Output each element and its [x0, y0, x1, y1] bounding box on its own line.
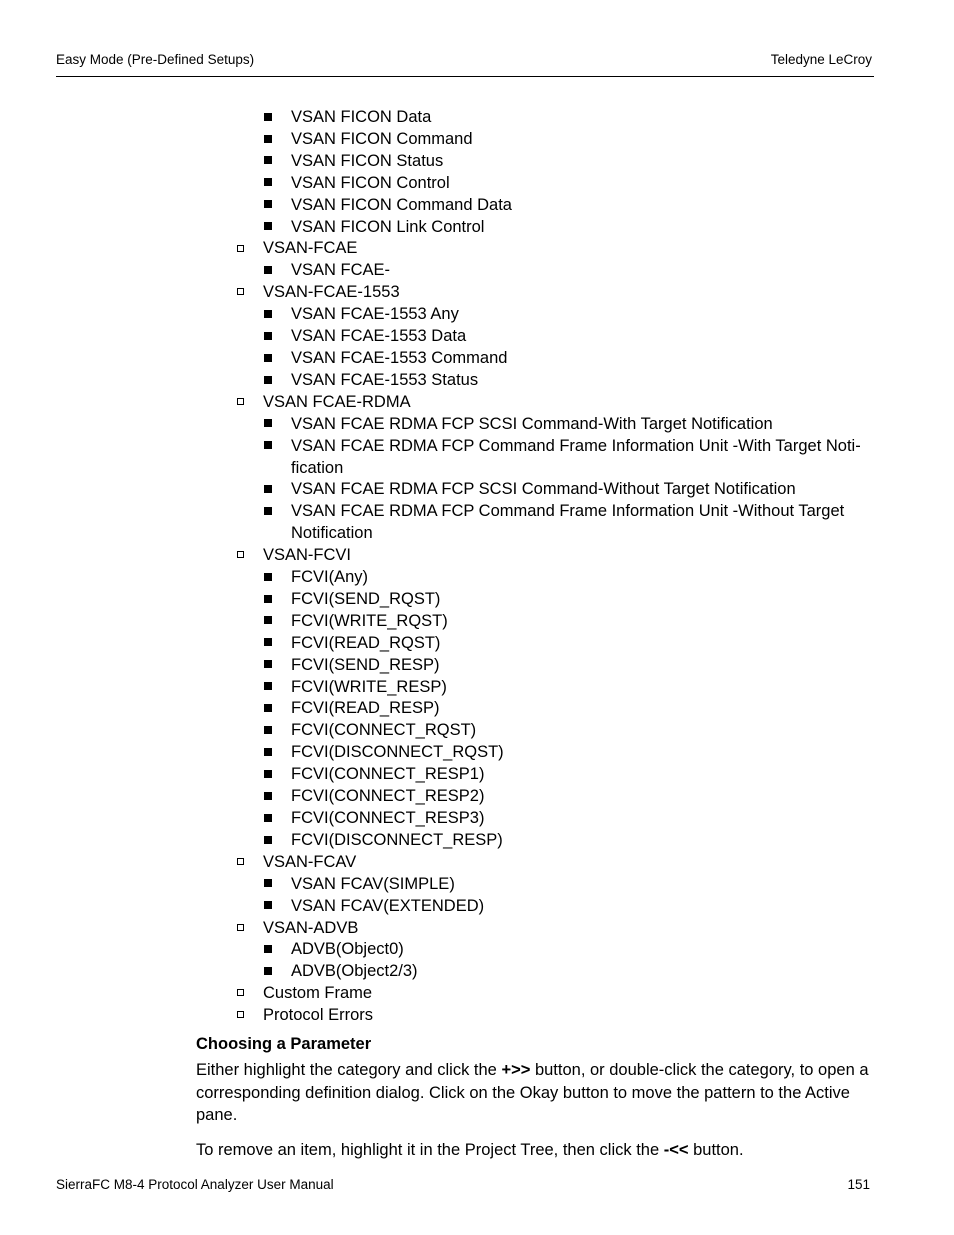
list-item-text: VSAN FCAE-: [291, 261, 391, 280]
filled-square-bullet-icon: [264, 677, 272, 699]
list-item-text: ADVB(Object0): [291, 940, 404, 959]
list-item-text: VSAN FICON Data: [291, 108, 432, 126]
filled-square-bullet-icon: [264, 764, 272, 786]
subcategory-item: [0, 786, 954, 808]
list-item-text: FCVI(CONNECT_RQST): [291, 721, 477, 740]
filled-square-bullet-icon: [264, 742, 272, 764]
filled-square-bullet-icon: [264, 260, 272, 282]
filled-square-bullet-icon: [264, 173, 272, 195]
hollow-square-bullet-icon: [237, 1005, 244, 1027]
subcategory-item: [0, 501, 954, 545]
subcategory-item: [0, 939, 954, 961]
subcategory-item: [0, 808, 954, 830]
list-item-text: VSAN FCAE RDMA FCP SCSI Command-Without Target Notification: [291, 480, 796, 499]
subcategory-item: [0, 129, 954, 151]
category-list: [0, 107, 954, 1027]
subcategory-item: [0, 217, 954, 239]
add-button-label: +>>: [501, 1061, 531, 1079]
list-item-text: VSAN FCAV(EXTENDED): [291, 896, 485, 915]
subcategory-item: [0, 173, 954, 195]
filled-square-bullet-icon: [264, 326, 272, 348]
footer-manual-title: SierraFC M8-4 Protocol Analyzer User Manual: [56, 1177, 334, 1192]
filled-square-bullet-icon: [264, 939, 272, 961]
subcategory-item: [0, 304, 954, 326]
choosing-parameter-section: [196, 1033, 876, 1161]
filled-square-bullet-icon: [264, 611, 272, 633]
filled-square-bullet-icon: [264, 129, 272, 151]
subcategory-item: [0, 195, 954, 217]
list-item-text: VSAN FCAE RDMA FCP SCSI Command-With Target Notification: [291, 414, 773, 433]
list-item-text: VSAN-FCVI: [263, 546, 352, 565]
list-item-text: VSAN FCAE-RDMA: [263, 392, 411, 411]
filled-square-bullet-icon: [264, 786, 272, 808]
page-header: [56, 52, 874, 77]
subcategory-item: [0, 720, 954, 742]
list-item-text: VSAN FICON Control: [291, 173, 450, 192]
hollow-square-bullet-icon: [237, 852, 244, 874]
filled-square-bullet-icon: [264, 961, 272, 983]
filled-square-bullet-icon: [264, 698, 272, 720]
category-item: [0, 545, 954, 567]
subcategory-item: [0, 961, 954, 983]
section-heading: Choosing a Parameter: [196, 1035, 372, 1053]
subcategory-item: [0, 326, 954, 348]
subcategory-item: [0, 479, 954, 501]
list-item-text: VSAN FCAE RDMA FCP Command Frame Information Unit -Without Target Notification: [291, 502, 845, 543]
category-item: [0, 1005, 954, 1027]
list-item-text: VSAN FCAE-1553 Data: [291, 327, 467, 346]
filled-square-bullet-icon: [264, 896, 272, 918]
subcategory-item: [0, 633, 954, 655]
list-item-text: Custom Frame: [263, 984, 373, 1003]
list-item-text: VSAN FICON Command Data: [291, 195, 512, 214]
filled-square-bullet-icon: [264, 436, 272, 458]
subcategory-item: [0, 348, 954, 370]
filled-square-bullet-icon: [264, 304, 272, 326]
hollow-square-bullet-icon: [237, 238, 244, 260]
filled-square-bullet-icon: [264, 217, 272, 239]
list-item-text: VSAN FCAV(SIMPLE): [291, 874, 455, 893]
list-item-text: FCVI(CONNECT_RESP1): [291, 765, 485, 784]
subcategory-item: [0, 830, 954, 852]
page-number: 151: [847, 1177, 870, 1192]
subcategory-item: [0, 698, 954, 720]
list-item-text: VSAN FCAE RDMA FCP Command Frame Information Unit -With Target Noti-fication: [291, 436, 861, 477]
subcategory-item: [0, 589, 954, 611]
list-item-text: FCVI(READ_RESP): [291, 699, 440, 718]
list-item-text: FCVI(WRITE_RESP): [291, 677, 447, 696]
list-item-text: FCVI(READ_RQST): [291, 633, 441, 652]
category-item: [0, 282, 954, 304]
filled-square-bullet-icon: [264, 567, 272, 589]
list-item-text: VSAN FCAE-1553 Any: [291, 305, 459, 324]
list-item-text: FCVI(SEND_RESP): [291, 655, 440, 674]
filled-square-bullet-icon: [264, 348, 272, 370]
list-item-text: ADVB(Object2/3): [291, 962, 418, 981]
filled-square-bullet-icon: [264, 107, 272, 129]
list-item-text: FCVI(SEND_RQST): [291, 589, 441, 608]
subcategory-item: [0, 567, 954, 589]
list-item-text: VSAN FCAE-1553 Command: [291, 348, 508, 367]
subcategory-item: [0, 677, 954, 699]
list-item-text: VSAN-FCAV: [263, 852, 357, 871]
subcategory-item: [0, 655, 954, 677]
list-item-text: FCVI(WRITE_RQST): [291, 611, 448, 630]
subcategory-item: [0, 611, 954, 633]
remove-button-label: -<<: [663, 1140, 689, 1159]
subcategory-item: [0, 151, 954, 173]
filled-square-bullet-icon: [264, 195, 272, 217]
list-item-text: FCVI(Any): [291, 568, 369, 587]
filled-square-bullet-icon: [264, 370, 272, 392]
filled-square-bullet-icon: [264, 720, 272, 742]
filled-square-bullet-icon: [264, 874, 272, 896]
filled-square-bullet-icon: [264, 633, 272, 655]
list-item-text: VSAN FICON Status: [291, 151, 444, 170]
subcategory-item: [0, 370, 954, 392]
list-item-text: VSAN FICON Link Control: [291, 217, 485, 236]
subcategory-item: [0, 436, 954, 480]
filled-square-bullet-icon: [264, 479, 272, 501]
paragraph-highlight-instructions: Either highlight the category and click the +>> button, or double-click the category, to open a corresponding definition dialog. Click on the Okay button to move the pattern to the Active pane.: [196, 1061, 869, 1124]
header-company: Teledyne LeCroy: [770, 52, 872, 67]
header-section-title: Easy Mode (Pre-Defined Setups): [56, 52, 255, 67]
subcategory-item: [0, 764, 954, 786]
list-item-text: FCVI(CONNECT_RESP2): [291, 787, 485, 806]
list-item-text: FCVI(CONNECT_RESP3): [291, 809, 485, 827]
category-item: [0, 852, 954, 874]
subcategory-item: [0, 260, 954, 282]
category-item: [0, 983, 954, 1005]
hollow-square-bullet-icon: [237, 545, 244, 567]
list-item-text: VSAN FICON Command: [291, 129, 473, 148]
subcategory-item: [0, 896, 954, 918]
category-item: [0, 392, 954, 414]
subcategory-item: [0, 874, 954, 896]
category-item: [0, 238, 954, 260]
filled-square-bullet-icon: [264, 501, 272, 523]
filled-square-bullet-icon: [264, 589, 272, 611]
hollow-square-bullet-icon: [237, 392, 244, 414]
filled-square-bullet-icon: [264, 414, 272, 436]
list-item-text: VSAN-FCAE: [263, 239, 358, 258]
list-item-text: Protocol Errors: [263, 1006, 374, 1025]
list-item-text: VSAN-FCAE-1553: [263, 283, 400, 302]
list-item-text: FCVI(DISCONNECT_RQST): [291, 743, 504, 762]
filled-square-bullet-icon: [264, 151, 272, 173]
hollow-square-bullet-icon: [237, 918, 244, 940]
hollow-square-bullet-icon: [237, 983, 244, 1005]
subcategory-item: [0, 414, 954, 436]
list-item-text: VSAN FCAE-1553 Status: [291, 370, 479, 389]
filled-square-bullet-icon: [264, 830, 272, 852]
subcategory-item: [0, 742, 954, 764]
hollow-square-bullet-icon: [237, 282, 244, 304]
list-item-text: FCVI(DISCONNECT_RESP): [291, 830, 503, 849]
subcategory-item: [0, 107, 954, 129]
list-item-text: VSAN-ADVB: [263, 918, 359, 937]
filled-square-bullet-icon: [264, 655, 272, 677]
category-item: [0, 918, 954, 940]
paragraph-remove-instructions: To remove an item, highlight it in the Project Tree, then click the -<< button.: [196, 1140, 744, 1159]
filled-square-bullet-icon: [264, 808, 272, 830]
